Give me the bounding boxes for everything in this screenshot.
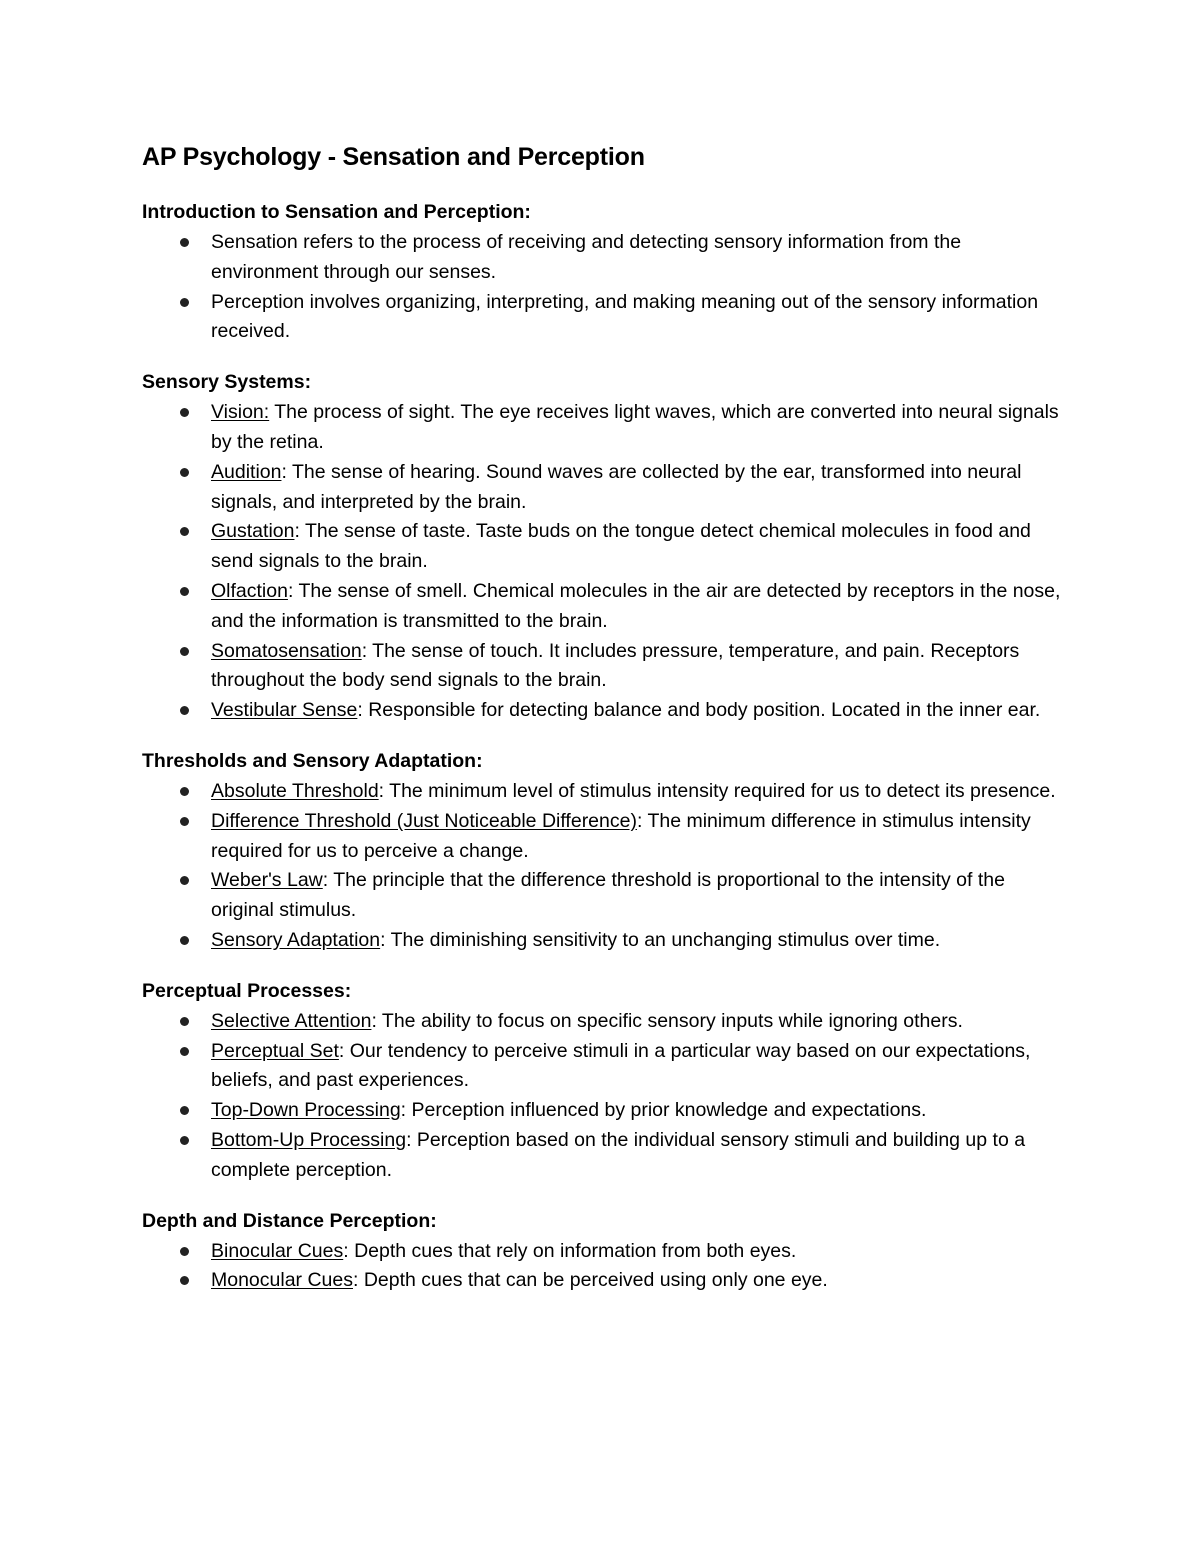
bullet-icon [180, 1047, 189, 1056]
term-separator: : [287, 579, 299, 602]
term-separator: : [357, 699, 369, 722]
term-label: Gustation [211, 520, 295, 543]
section [142, 976, 1062, 1186]
item-text: The ability to focus on specific sensory inputs while ignoring others. [381, 1009, 963, 1032]
section-heading: Sensory Systems: [142, 371, 312, 394]
item-text: The minimum level of stimulus intensity required for us to detect its presence. [389, 779, 1056, 802]
term-separator: : [361, 639, 373, 662]
list-item [142, 1096, 1062, 1126]
term-label: Sensory Adaptation [211, 928, 381, 951]
item-text: The sense of smell. Chemical molecules in the air are detected by receptors in the nose, and the information is transmitted to the brain. [211, 579, 1061, 632]
item-text: The sense of hearing. Sound waves are collected by the ear, transformed into neural signals, and interpreted by the brain. [211, 460, 1022, 513]
bullet-list [142, 228, 1062, 347]
term-separator: : [380, 928, 391, 951]
term-label: Olfaction [211, 579, 288, 602]
section-heading: Introduction to Sensation and Perception: [142, 201, 531, 223]
bullet-list [142, 777, 1062, 956]
item-text: Depth cues that rely on information from both eyes. [354, 1239, 797, 1262]
list-item [142, 1037, 1062, 1097]
list-item [142, 458, 1062, 518]
section-heading: Perceptual Processes: [142, 979, 352, 1002]
section-heading: Depth and Distance Perception: [142, 1209, 437, 1232]
term-label: Vision: [211, 401, 270, 424]
item-text: Sensation refers to the process of receiving and detecting sensory information from the environment through our senses. [211, 231, 962, 283]
term-separator: : [636, 809, 648, 832]
bullet-icon [180, 1247, 189, 1256]
item-text: The minimum difference in stimulus intensity required for us to perceive a change. [211, 809, 1031, 862]
term-separator: : [281, 460, 292, 483]
bullet-icon [180, 936, 189, 945]
term-label: Vestibular Sense [211, 699, 358, 722]
bullet-icon [180, 817, 189, 826]
list-item [142, 807, 1062, 867]
bullet-icon [180, 527, 189, 536]
section [142, 1206, 1062, 1297]
term-label: Binocular Cues [211, 1239, 344, 1262]
item-text: The principle that the difference threshold is proportional to the intensity of the original stimulus. [211, 869, 1005, 922]
term-label: Perceptual Set [211, 1039, 339, 1062]
bullet-icon [180, 408, 189, 417]
bullet-icon [180, 1106, 189, 1115]
list-item [142, 926, 1062, 956]
list-item [142, 1126, 1062, 1186]
term-label: Audition [211, 460, 282, 483]
bullet-icon [180, 706, 189, 715]
bullet-icon [180, 587, 189, 596]
item-text: Perception based on the individual sensory stimuli and building up to a complete perception. [211, 1128, 1026, 1181]
term-separator: : [400, 1099, 412, 1122]
item-text: Our tendency to perceive stimuli in a particular way based on our expectations, beliefs, and past experiences. [211, 1039, 1031, 1092]
term-label: Monocular Cues [211, 1269, 353, 1292]
term-separator: : [343, 1239, 355, 1262]
list-item [142, 288, 1062, 348]
list-item [142, 777, 1062, 807]
bullet-icon [180, 1017, 189, 1026]
item-text: Depth cues that can be perceived using only one eye. [363, 1269, 828, 1292]
term-separator: : [294, 520, 305, 543]
list-item [142, 228, 1062, 288]
list-item [142, 1007, 1062, 1037]
bullet-icon [180, 1136, 189, 1145]
term-label: Absolute Threshold [211, 779, 379, 802]
section [142, 197, 1062, 347]
term-label: Selective Attention [211, 1009, 372, 1032]
term-label: Weber's Law [211, 869, 323, 892]
bullet-icon [180, 1276, 189, 1285]
section-heading: Thresholds and Sensory Adaptation: [142, 749, 483, 772]
list-item [142, 1266, 1062, 1296]
item-text: The diminishing sensitivity to an unchanging stimulus over time. [390, 928, 941, 951]
item-text: The sense of taste. Taste buds on the tongue detect chemical molecules in food and send signals to the brain. [211, 520, 1031, 573]
bullet-list [142, 1237, 1062, 1297]
list-item [142, 866, 1062, 926]
bullet-icon [180, 787, 189, 796]
bullet-list [142, 1007, 1062, 1186]
bullet-icon [180, 647, 189, 656]
term-label: Difference Threshold (Just Noticeable Difference) [211, 809, 637, 832]
term-label: Top-Down Processing [211, 1099, 401, 1122]
term-separator: : [322, 869, 334, 892]
list-item [142, 517, 1062, 577]
section [142, 367, 1062, 726]
item-text: The process of sight. The eye receives light waves, which are converted into neural signals by the retina. [211, 401, 1059, 453]
page-title: AP Psychology - Sensation and Perception [142, 143, 645, 171]
term-separator: : [371, 1009, 382, 1032]
term-label: Somatosensation [211, 639, 362, 662]
bullet-icon [180, 468, 189, 477]
bullet-icon [180, 298, 189, 307]
bullet-list [142, 398, 1062, 726]
item-text: The sense of touch. It includes pressure, temperature, and pain. Receptors throughout the body send signals to the brain. [211, 639, 1020, 692]
list-item [142, 398, 1062, 458]
document-page [142, 140, 1062, 1316]
term-separator: : [378, 779, 390, 802]
term-separator: : [352, 1269, 364, 1292]
term-separator: : [338, 1039, 350, 1062]
section [142, 746, 1062, 956]
sections-container [142, 197, 1062, 1296]
list-item [142, 577, 1062, 637]
list-item [142, 696, 1062, 726]
item-text: Perception involves organizing, interpreting, and making meaning out of the sensory information received. [211, 290, 1039, 343]
list-item [142, 637, 1062, 697]
term-separator: : [406, 1128, 417, 1151]
list-item [142, 1237, 1062, 1267]
bullet-icon [180, 876, 189, 885]
bullet-icon [180, 238, 189, 247]
item-text: Perception influenced by prior knowledge and expectations. [411, 1099, 927, 1122]
item-text: Responsible for detecting balance and body position. Located in the inner ear. [368, 699, 1041, 722]
term-label: Bottom-Up Processing [211, 1128, 407, 1151]
